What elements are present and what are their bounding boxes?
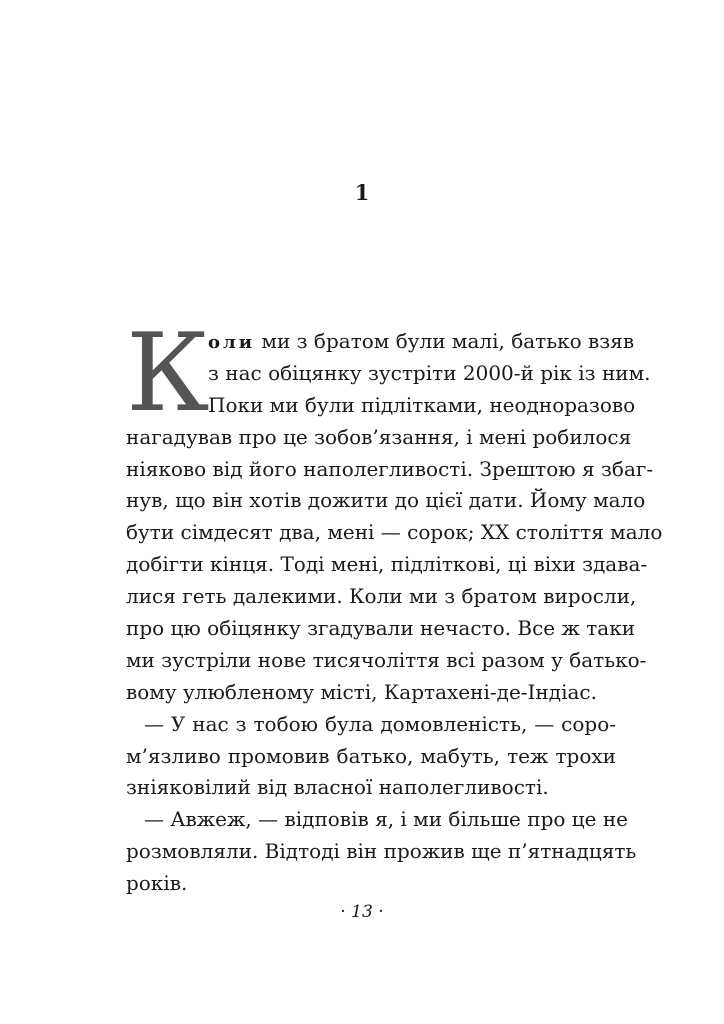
text-line: ми зустріли нове тисячоліття всі разом у батько-: [126, 647, 647, 672]
text-line: м’язливо промовив батько, мабуть, теж трохи: [126, 743, 616, 768]
text-line: зніяковілий від власної наполегливості.: [126, 775, 549, 800]
text-line: нагадував про це зобов’язання, і мені робилося: [126, 424, 632, 449]
text-line: лися геть далекими. Коли ми з братом виросли,: [126, 584, 637, 609]
text-line: нув, що він хотів дожити до цієї дати. Йому мало: [126, 488, 646, 513]
text-line: з нас обіцянку зустріти 2000-й рік із ним.: [208, 360, 651, 385]
chapter-number: 1: [354, 180, 370, 205]
text-line: Поки ми були підлітками, неодноразово: [208, 392, 636, 417]
page-number: · 13 ·: [340, 902, 384, 922]
first-word: оли: [208, 332, 256, 353]
text-line: добігти кінця. Тоді мені, підліткові, ці віхи здава-: [126, 552, 648, 577]
text-line: оли ми з братом були малі, батько взяв: [208, 329, 635, 353]
text-line: років.: [126, 871, 188, 896]
text-line: ніяково від його наполегливості. Зрештою я збаг-: [126, 456, 654, 481]
text-line: розмовляли. Відтоді він прожив ще п’ятнадцять: [126, 839, 637, 864]
body-text: [126, 311, 663, 900]
text-line: вому улюбленому місті, Картахені-де-Індіас.: [126, 679, 597, 704]
text-line: бути сімдесят два, мені — сорок; XX століття мало: [126, 520, 663, 545]
text-line: — У нас з тобою була домовленість, — соро-: [144, 711, 616, 736]
drop-cap: К: [126, 311, 210, 436]
text-line: — Авжеж, — відповів я, і ми більше про це не: [144, 807, 628, 832]
text-line: про цю обіцянку згадували нечасто. Все ж таки: [126, 616, 636, 641]
